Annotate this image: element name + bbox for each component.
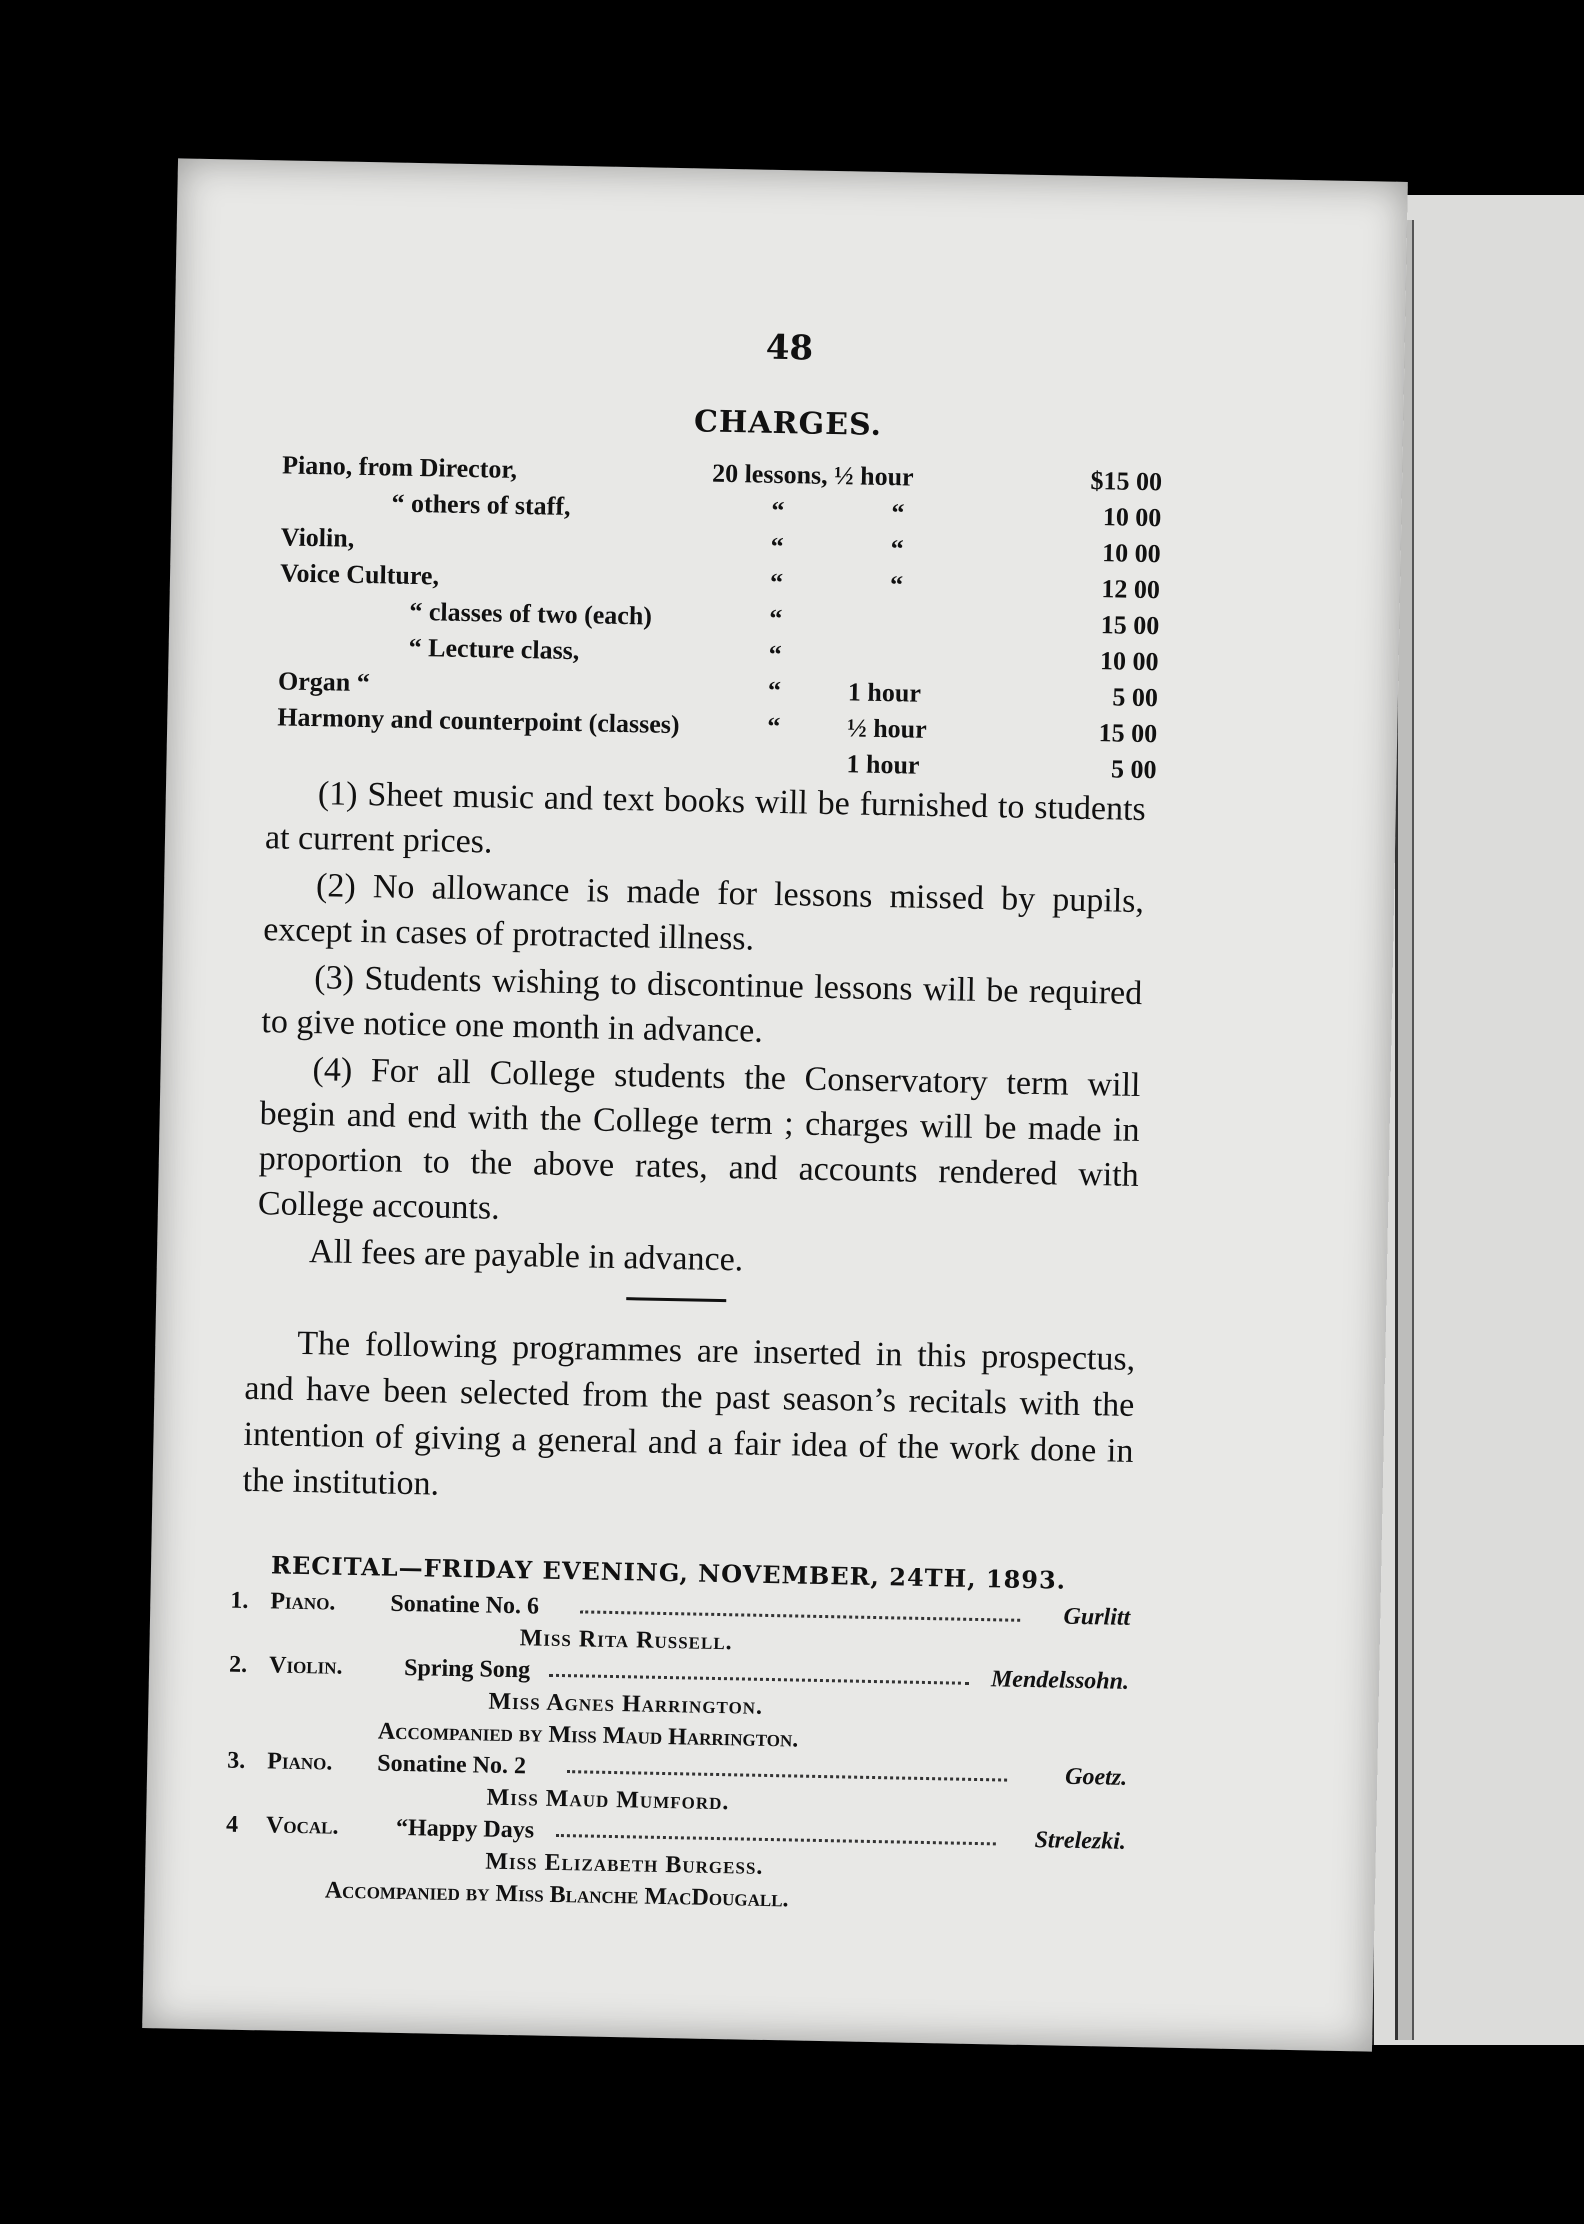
document-page — [142, 158, 1408, 2051]
charge-duration: “ — [889, 570, 904, 600]
item-instrument: Piano. — [267, 1748, 333, 1776]
item-number: 4 — [225, 1811, 239, 1838]
charge-lessons: 20 lessons, ½ hour — [711, 458, 914, 492]
charge-price: 10 00 — [1102, 502, 1162, 533]
item-title: Spring Song — [403, 1654, 531, 1684]
item-number: 2. — [228, 1651, 248, 1678]
notes-section — [257, 770, 1147, 1292]
item-composer: Gurlitt — [1063, 1603, 1131, 1631]
item-performer: Miss Elizabeth Burgess. — [485, 1848, 764, 1880]
note-paragraph: (3) Students wishing to discontinue lessons will be required to give notice one month in advance. — [261, 959, 1143, 1050]
charge-price: 12 00 — [1101, 574, 1161, 605]
charge-subject: “ Lecture class, — [408, 632, 580, 666]
item-title: Sonatine No. 2 — [377, 1750, 527, 1780]
item-title: “Happy Days — [395, 1814, 535, 1844]
item-composer: Mendelssohn. — [990, 1666, 1130, 1695]
charge-lessons: “ — [770, 531, 785, 562]
page-number: 48 — [765, 327, 814, 369]
charge-lessons: “ — [769, 603, 783, 634]
item-accompanist: Accompanied by Miss Maud Harrington. — [377, 1718, 799, 1753]
section-divider — [626, 1297, 726, 1302]
item-number: 3. — [227, 1747, 246, 1774]
charge-subject: “ others of staff, — [391, 488, 571, 521]
item-instrument: Piano. — [270, 1588, 336, 1616]
leader-dots — [556, 1834, 996, 1845]
charge-duration: 1 hour — [847, 677, 922, 708]
charge-price: 10 00 — [1099, 646, 1159, 677]
charge-duration: “ — [891, 498, 905, 528]
item-composer: Goetz. — [1064, 1763, 1128, 1791]
charges-table — [276, 450, 1162, 791]
leader-dots — [580, 1610, 1020, 1621]
charge-lessons: “ — [771, 495, 785, 526]
charge-subject: Voice Culture, — [279, 558, 440, 591]
item-instrument: Violin. — [268, 1652, 343, 1680]
charge-subject: Piano, from Director, — [281, 450, 518, 484]
charge-lessons: “ — [769, 567, 784, 598]
charge-subject: Organ “ — [277, 666, 371, 698]
charge-subject: Violin, — [280, 522, 355, 553]
item-performer: Miss Maud Mumford. — [486, 1784, 730, 1816]
charge-subject: “ classes of two (each) — [409, 596, 653, 631]
charge-subject: Harmony and counterpoint (classes) — [277, 702, 680, 740]
note-paragraph: (1) Sheet music and text books will be furnished to students at current prices. — [264, 775, 1147, 861]
recital-title: RECITAL—FRIDAY EVENING, NOVEMBER, 24TH, 1893. — [270, 1550, 1067, 1595]
charge-duration: ½ hour — [846, 713, 927, 744]
note-paragraph: (2) No allowance is made for lessons missed by pupils, except in cases of protracted illness. — [262, 867, 1145, 958]
charge-price: $15 00 — [1090, 465, 1163, 497]
item-composer: Strelezki. — [1034, 1827, 1127, 1855]
charges-heading: CHARGES. — [693, 404, 883, 443]
charge-price: 15 00 — [1098, 718, 1158, 749]
charge-lessons: “ — [768, 639, 782, 670]
item-accompanist: Accompanied by Miss Blanche MacDougall. — [324, 1877, 789, 1913]
item-instrument: Vocal. — [265, 1812, 339, 1840]
item-number: 1. — [230, 1587, 249, 1614]
note-paragraph: All fees are payable in advance. — [308, 1233, 744, 1279]
item-title: Sonatine No. 6 — [390, 1590, 540, 1620]
charge-price: 15 00 — [1100, 610, 1160, 641]
item-performer: Miss Agnes Harrington. — [488, 1688, 764, 1720]
charge-price: 5 00 — [1110, 754, 1157, 785]
programmes-intro: The following programmes are inserted in this prospectus, and have been selected from the past season’s recitals with the intention of giving a general and a fair idea of the work done in the institution. — [242, 1324, 1136, 1503]
charge-price: 10 00 — [1101, 538, 1161, 569]
charge-price: 5 00 — [1112, 682, 1159, 713]
note-paragraph: (4) For all College students the Conservatory term will begin and end with the College term ; charges will be made in proportion to the above rates, and accounts rendered with College accounts. — [257, 1051, 1141, 1227]
charge-lessons: “ — [767, 675, 782, 706]
leader-dots — [567, 1770, 1007, 1781]
leader-dots — [549, 1674, 969, 1685]
charge-duration: “ — [890, 534, 904, 564]
charge-lessons: “ — [766, 711, 781, 742]
charge-duration: 1 hour — [846, 749, 920, 780]
programme-list — [224, 1588, 1130, 1925]
item-performer: Miss Rita Russell. — [519, 1625, 733, 1656]
